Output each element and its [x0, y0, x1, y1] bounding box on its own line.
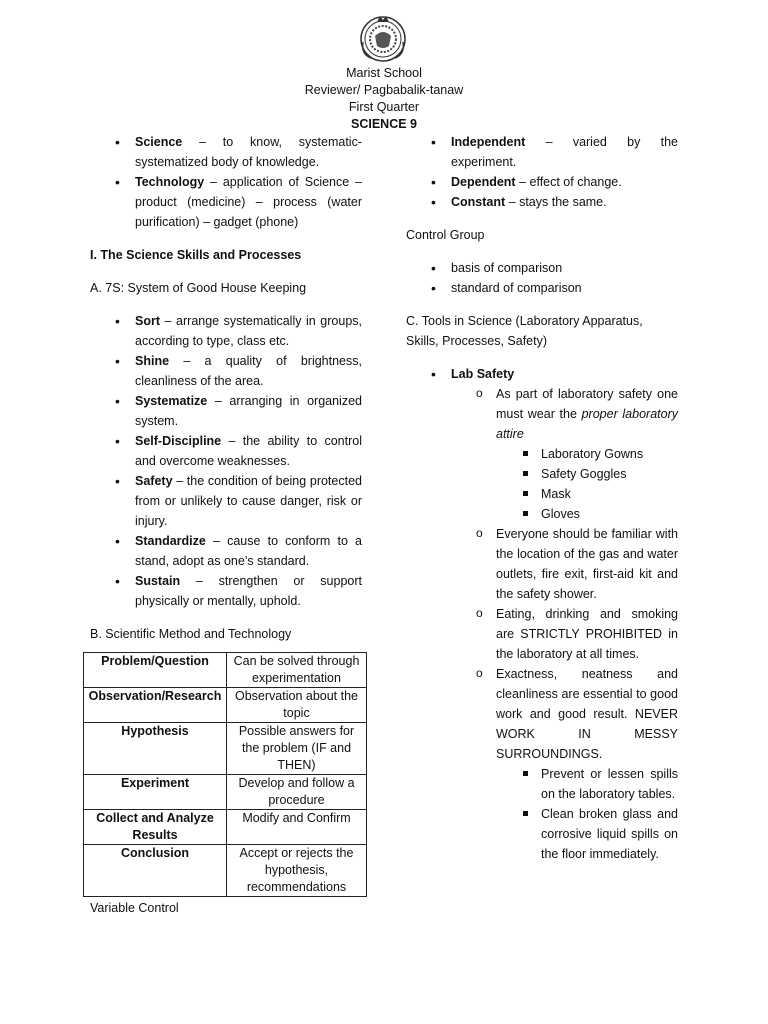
section-heading: I. The Science Skills and Processes [90, 248, 302, 262]
list-item: o Everyone should be familiar with the location of the gas and water outlets, fire exit, first-aid kit and the safety shower. [406, 524, 678, 604]
document-subtitle: Reviewer/ Pagbabalik-tanaw [304, 83, 464, 97]
subsection-heading: C. Tools in Science (Laboratory Apparatus, Skills, Processes, Safety) [406, 314, 643, 348]
subject-title: SCIENCE 9 [351, 117, 417, 131]
list-item: • Systematize – arranging in organized system. [90, 391, 362, 431]
definition-item: • Science – to know, systematic-systematized body of knowledge. [90, 132, 362, 172]
variable-control-heading: Variable Control [90, 901, 179, 915]
school-name: Marist School [346, 66, 422, 80]
subsection-heading: Control Group [406, 228, 485, 242]
list-item: • Sort – arrange systematically in groups, according to type, class etc. [90, 311, 362, 351]
list-item: • Standardize – cause to conform to a stand, adopt as one’s standard. [90, 531, 362, 571]
quarter-label: First Quarter [348, 100, 420, 114]
list-item: o Exactness, neatness and cleanliness are essential to good work and good result. NEVER WORK IN MESSY SURROUNDINGS. Prevent or lessen spills on the laboratory tables. Clean broken glass and corrosive liquid spills on the floor immediately. [406, 664, 678, 864]
list-item: Laboratory Gowns [406, 444, 678, 464]
definition-item: • Technology – application of Science – product (medicine) – process (water purification) – gadget (phone) [90, 172, 362, 232]
list-item: • Dependent – effect of change. [406, 172, 678, 192]
table-row: Hypothesis Possible answers for the problem (IF and THEN) [84, 723, 367, 775]
lab-safety-rules [406, 384, 678, 864]
list-item: Prevent or lessen spills on the laboratory tables. [406, 764, 678, 804]
table-row: Collect and Analyze Results Modify and Confirm [84, 810, 367, 845]
list-item: • Lab Safety o As part of laboratory safety one must wear the proper laboratory attire Laboratory Gowns Safety Goggles Mask Gloves o Everyone should be familiar with the location of the gas and water outlets, fire exit, first-aid kit and the safety shower. o Eating, drinking and smoking are STRICTLY PROHIBITED in the laboratory at all times. o Exactness, neatness and cleanliness are essential to good work and good result. NEVER WORK IN MESSY SURROUNDINGS. Prevent or lessen spills on the laboratory tables. Clean broken glass and corrosive liquid spills on the floor immediately. [406, 364, 678, 864]
subsection-heading: B. Scientific Method and Technology [90, 627, 292, 641]
definitions-list [90, 132, 362, 232]
table-row: Conclusion Accept or rejects the hypothesis, recommendations [84, 845, 367, 897]
list-item: Gloves [406, 504, 678, 524]
seven-s-list [90, 311, 362, 611]
list-item: • Shine – a quality of brightness, cleanliness of the area. [90, 351, 362, 391]
table-row: Observation/Research Observation about the topic [84, 688, 367, 723]
table-row: Experiment Develop and follow a procedure [84, 775, 367, 810]
table-row: Problem/Question Can be solved through experimentation [84, 653, 367, 688]
list-item: Clean broken glass and corrosive liquid spills on the floor immediately. [406, 804, 678, 864]
left-column [90, 132, 362, 918]
list-item: • Sustain – strengthen or support physically or mentally, uphold. [90, 571, 362, 611]
list-item: o Eating, drinking and smoking are STRICTLY PROHIBITED in the laboratory at all times. [406, 604, 678, 664]
subsection-heading: A. 7S: System of Good House Keeping [90, 281, 307, 295]
variables-list [406, 132, 678, 212]
list-item: o As part of laboratory safety one must wear the proper laboratory attire Laboratory Gowns Safety Goggles Mask Gloves [406, 384, 678, 524]
list-item: • standard of comparison [406, 278, 678, 298]
list-item: • basis of comparison [406, 258, 678, 278]
school-seal-logo [357, 12, 409, 64]
list-item: • Safety – the condition of being protected from or unlikely to cause danger, risk or injury. [90, 471, 362, 531]
lab-safety-list [406, 364, 678, 864]
list-item: • Independent – varied by the experiment. [406, 132, 678, 172]
list-item: • Constant – stays the same. [406, 192, 678, 212]
list-item: • Self-Discipline – the ability to control and overcome weaknesses. [90, 431, 362, 471]
list-item: Mask [406, 484, 678, 504]
right-column [406, 132, 678, 864]
list-item: Safety Goggles [406, 464, 678, 484]
attire-list [406, 444, 678, 524]
scientific-method-table [83, 652, 367, 897]
control-group-list [406, 258, 678, 298]
spill-list [406, 764, 678, 864]
